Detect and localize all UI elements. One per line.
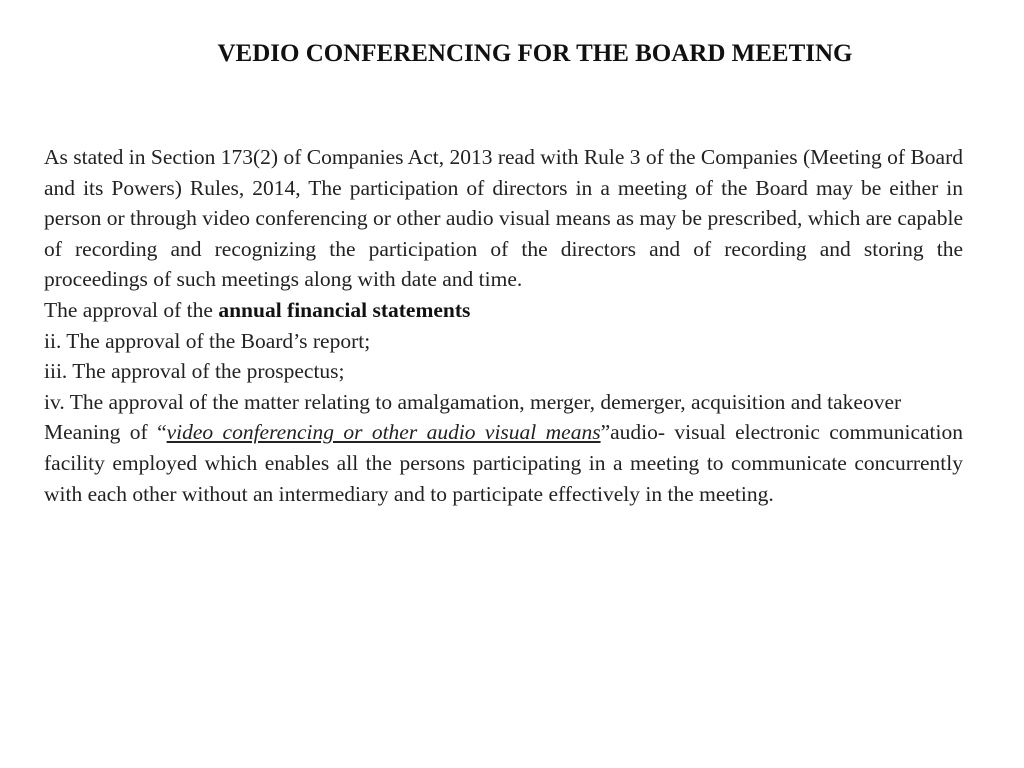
slide-body — [44, 142, 963, 509]
meaning-definition: ”audio- visual electronic communication facility employed which enables all the persons participating in a meeting to communicate concurrently with each other without an intermediary and to participate effectively in the meeting. — [44, 420, 963, 506]
list-item-prefix: The approval of the — [44, 297, 219, 322]
list-item-amalgamation: iv. The approval of the matter relating to amalgamation, merger, demerger, acquisition and takeover — [44, 389, 902, 414]
list-item-prospectus: iii. The approval of the prospectus; — [44, 359, 345, 384]
meaning-prefix: Meaning of “ — [44, 420, 167, 445]
list-item-boards-report: ii. The approval of the Board’s report; — [44, 328, 371, 353]
annual-financial-statements-emphasis: annual financial statements — [218, 297, 471, 322]
list-item-annual-financial-statements — [44, 295, 963, 326]
video-conferencing-term: video conferencing or other audio visual means — [166, 420, 601, 445]
intro-paragraph: As stated in Section 173(2) of Companies Act, 2013 read with Rule 3 of the Companies (Meeting of Board and its Powers) Rules, 2014, The participation of directors in a meeting of the Board may be either in person or through video conferencing or other audio visual means as may be prescribed, which are capable of recording and recognizing the participation of the directors and of recording and storing the proceedings of such meetings along with date and time. — [44, 145, 963, 292]
slide-title: VEDIO CONFERENCING FOR THE BOARD MEETING — [217, 40, 853, 67]
meaning-paragraph — [44, 417, 963, 509]
